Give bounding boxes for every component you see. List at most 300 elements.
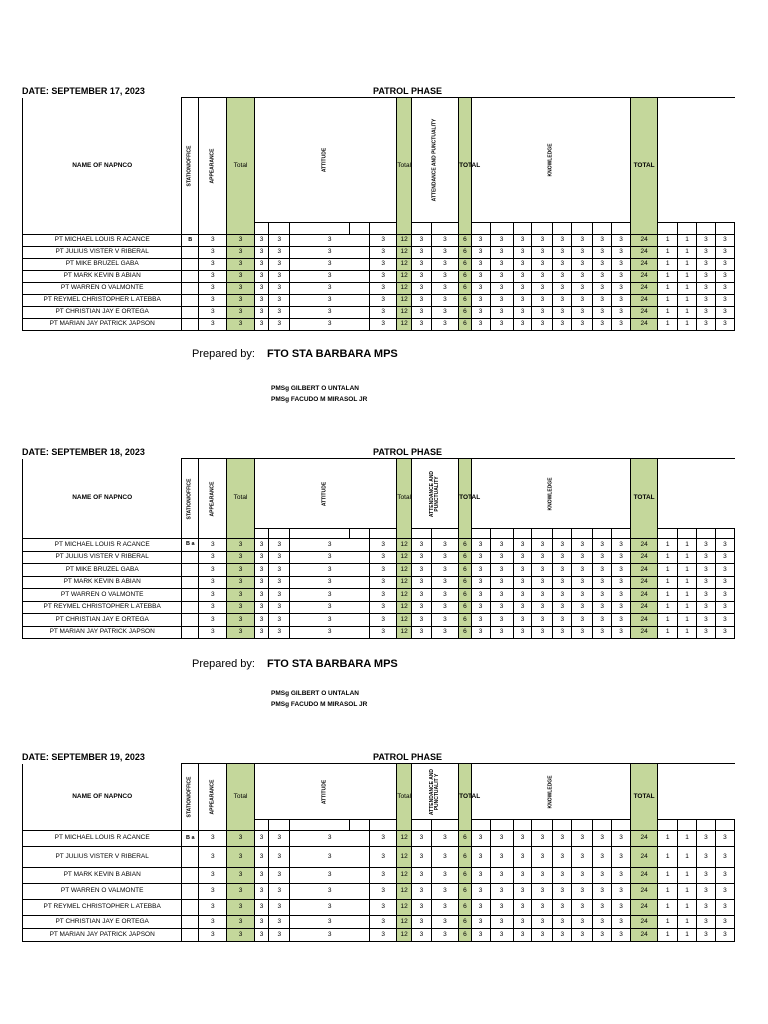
extra-score: 3 [715, 307, 734, 319]
knowledge-score: 3 [471, 929, 490, 942]
extra-score: 1 [678, 576, 697, 589]
knowledge-score: 3 [553, 929, 572, 942]
extra-score: 1 [658, 614, 678, 627]
extra-score: 1 [678, 831, 697, 847]
knowledge-score: 3 [593, 235, 612, 247]
attitude-total: 12 [397, 916, 412, 929]
attitude-score: 3 [369, 295, 396, 307]
column-header-attendance [411, 98, 458, 223]
extra-score: 3 [697, 319, 716, 331]
knowledge-score: 3 [612, 564, 631, 577]
extra-score: 3 [697, 295, 716, 307]
knowledge-score: 3 [490, 259, 513, 271]
extra-score: 1 [678, 589, 697, 602]
subheader-cell [290, 820, 350, 831]
extra-score: 1 [658, 295, 678, 307]
extra-score: 1 [658, 247, 678, 259]
attitude-score: 3 [254, 831, 269, 847]
attitude-total: 12 [397, 564, 412, 577]
knowledge-score: 3 [490, 564, 513, 577]
appearance-total: 3 [227, 283, 254, 295]
knowledge-score: 3 [490, 576, 513, 589]
attitude-total: 12 [397, 847, 412, 868]
knowledge-score: 3 [572, 929, 593, 942]
attitude-score: 3 [369, 283, 396, 295]
knowledge-score: 3 [612, 868, 631, 884]
knowledge-score: 3 [572, 916, 593, 929]
appearance-score: 3 [199, 283, 227, 295]
attitude-total: 12 [397, 235, 412, 247]
header-row [23, 98, 735, 223]
attendance-header-text: ATTENDANCE AND PUNCTUALIT Y [428, 768, 441, 815]
extra-score: 3 [697, 283, 716, 295]
knowledge-total: 24 [630, 307, 657, 319]
extra-score: 1 [658, 601, 678, 614]
knowledge-score: 3 [471, 601, 490, 614]
knowledge-score: 3 [490, 539, 513, 552]
attitude-score: 3 [269, 614, 290, 627]
napnco-name: PT MIKE BRUZEL GABA [23, 564, 182, 577]
appearance-score: 3 [199, 247, 227, 259]
subheader-cell [290, 223, 350, 235]
attitude-score: 3 [369, 831, 396, 847]
knowledge-total: 24 [630, 319, 657, 331]
attitude-score: 3 [254, 247, 269, 259]
section-date: DATE: SEPTEMBER 18, 2023 [22, 447, 145, 457]
knowledge-score: 3 [553, 884, 572, 900]
subheader-cell [490, 820, 513, 831]
extra-score: 3 [697, 626, 716, 639]
extra-score: 1 [678, 916, 697, 929]
subheader-cell [593, 529, 612, 539]
subheader-cell [678, 223, 697, 235]
evaluation-section [22, 752, 735, 950]
extra-score: 1 [678, 929, 697, 942]
appearance-score: 3 [199, 271, 227, 283]
attitude-total: 12 [397, 295, 412, 307]
table-row [23, 929, 735, 942]
extra-score: 1 [658, 847, 678, 868]
attitude-score: 3 [369, 626, 396, 639]
attitude-score: 3 [369, 916, 396, 929]
subheader-cell [431, 223, 458, 235]
column-header-total: TOTAL [630, 98, 657, 235]
knowledge-score: 3 [490, 235, 513, 247]
knowledge-score: 3 [471, 564, 490, 577]
attitude-score: 3 [254, 283, 269, 295]
extra-score: 3 [715, 868, 734, 884]
station-cell [182, 614, 199, 627]
knowledge-score: 3 [490, 589, 513, 602]
extra-score: 3 [697, 916, 716, 929]
knowledge-score: 3 [513, 319, 532, 331]
appearance-score: 3 [199, 564, 227, 577]
napnco-name: PT CHRISTIAN JAY E ORTEGA [23, 307, 182, 319]
attitude-score: 3 [269, 259, 290, 271]
appearance-score: 3 [199, 551, 227, 564]
attendance-score: 3 [431, 271, 458, 283]
extra-score: 3 [697, 307, 716, 319]
attendance-score: 3 [411, 884, 431, 900]
knowledge-score: 3 [553, 247, 572, 259]
station-cell [182, 884, 199, 900]
attitude-score: 3 [290, 247, 370, 259]
attitude-total: 12 [397, 614, 412, 627]
knowledge-total: 24 [630, 916, 657, 929]
knowledge-total: 24 [630, 868, 657, 884]
knowledge-score: 3 [553, 868, 572, 884]
appearance-total: 3 [227, 601, 254, 614]
attendance-score: 3 [411, 929, 431, 942]
knowledge-score: 3 [612, 900, 631, 916]
table-row [23, 831, 735, 847]
section-date: DATE: SEPTEMBER 17, 2023 [22, 86, 145, 96]
station-header-text: STATION/OFFICE [186, 145, 193, 187]
attitude-total: 12 [397, 929, 412, 942]
attitude-score: 3 [290, 884, 370, 900]
extra-score: 3 [715, 295, 734, 307]
subheader-cell [593, 223, 612, 235]
knowledge-score: 3 [513, 271, 532, 283]
appearance-total: 3 [227, 247, 254, 259]
attendance-score: 3 [431, 235, 458, 247]
knowledge-score: 3 [490, 295, 513, 307]
knowledge-score: 3 [532, 235, 553, 247]
appearance-total: 3 [227, 551, 254, 564]
subheader-cell [254, 223, 269, 235]
subheader-cell [350, 820, 370, 831]
station-cell [182, 271, 199, 283]
subheader-cell [612, 223, 631, 235]
knowledge-score: 3 [593, 259, 612, 271]
attitude-total: 12 [397, 626, 412, 639]
napnco-name: PT WARREN O VALMONTE [23, 884, 182, 900]
attendance-total: 6 [459, 916, 472, 929]
attendance-total: 6 [459, 900, 472, 916]
napnco-name: PT WARREN O VALMONTE [23, 589, 182, 602]
knowledge-score: 3 [471, 259, 490, 271]
knowledge-score: 3 [593, 551, 612, 564]
attendance-score: 3 [431, 831, 458, 847]
extra-score: 1 [678, 614, 697, 627]
table-row [23, 283, 735, 295]
knowledge-score: 3 [553, 626, 572, 639]
knowledge-score: 3 [490, 247, 513, 259]
appearance-score: 3 [199, 831, 227, 847]
knowledge-score: 3 [593, 247, 612, 259]
subheader-cell [553, 820, 572, 831]
extra-score: 1 [678, 884, 697, 900]
knowledge-score: 3 [572, 900, 593, 916]
attitude-total: 12 [397, 271, 412, 283]
knowledge-score: 3 [490, 551, 513, 564]
knowledge-score: 3 [532, 626, 553, 639]
appearance-total: 3 [227, 259, 254, 271]
signatory-2: PMSg FACUDO M MIRASOL JR [271, 701, 368, 708]
attendance-score: 3 [411, 916, 431, 929]
knowledge-score: 3 [490, 847, 513, 868]
napnco-name: PT MARIAN JAY PATRICK JAPSON [23, 626, 182, 639]
knowledge-score: 3 [553, 601, 572, 614]
knowledge-score: 3 [593, 614, 612, 627]
appearance-total: 3 [227, 589, 254, 602]
column-header-blank [658, 764, 735, 820]
extra-score: 1 [658, 564, 678, 577]
attendance-score: 3 [411, 831, 431, 847]
appearance-total: 3 [227, 271, 254, 283]
appearance-score: 3 [199, 601, 227, 614]
knowledge-total: 24 [630, 283, 657, 295]
attendance-score: 3 [411, 539, 431, 552]
column-header-blank [658, 459, 735, 529]
napnco-name: PT WARREN O VALMONTE [23, 283, 182, 295]
subheader-cell [411, 529, 431, 539]
knowledge-total: 24 [630, 259, 657, 271]
extra-score: 3 [715, 589, 734, 602]
attitude-score: 3 [290, 576, 370, 589]
station-cell [182, 576, 199, 589]
attitude-score: 3 [269, 319, 290, 331]
attitude-score: 3 [269, 564, 290, 577]
prepared-by [192, 348, 398, 360]
subheader-cell [431, 820, 458, 831]
knowledge-score: 3 [513, 589, 532, 602]
knowledge-score: 3 [593, 295, 612, 307]
attendance-score: 3 [431, 307, 458, 319]
attitude-score: 3 [254, 295, 269, 307]
knowledge-score: 3 [513, 916, 532, 929]
knowledge-header-text: KNOWLEDGE [547, 774, 554, 809]
knowledge-score: 3 [532, 551, 553, 564]
extra-score: 3 [715, 564, 734, 577]
knowledge-score: 3 [553, 271, 572, 283]
appearance-score: 3 [199, 295, 227, 307]
extra-score: 3 [697, 847, 716, 868]
attitude-score: 3 [269, 884, 290, 900]
knowledge-score: 3 [612, 247, 631, 259]
knowledge-score: 3 [471, 319, 490, 331]
station-cell [182, 900, 199, 916]
knowledge-score: 3 [572, 551, 593, 564]
subheader-cell [553, 223, 572, 235]
attendance-score: 3 [431, 259, 458, 271]
attitude-score: 3 [290, 601, 370, 614]
attendance-score: 3 [431, 900, 458, 916]
knowledge-score: 3 [471, 539, 490, 552]
knowledge-header-text: KNOWLEDGE [547, 476, 554, 511]
knowledge-score: 3 [553, 307, 572, 319]
attitude-score: 3 [254, 551, 269, 564]
knowledge-score: 3 [612, 319, 631, 331]
header-row [23, 764, 735, 820]
knowledge-score: 3 [532, 831, 553, 847]
subheader-cell [715, 820, 734, 831]
prepared-by [192, 658, 398, 670]
attitude-total: 12 [397, 307, 412, 319]
knowledge-score: 3 [490, 626, 513, 639]
attitude-total: 12 [397, 551, 412, 564]
subheader-cell [254, 529, 269, 539]
station-cell [182, 626, 199, 639]
knowledge-score: 3 [490, 271, 513, 283]
signatories [271, 383, 367, 405]
subheader-cell [513, 820, 532, 831]
column-header-total: Total [397, 764, 412, 831]
extra-score: 3 [715, 847, 734, 868]
knowledge-score: 3 [553, 259, 572, 271]
knowledge-score: 3 [490, 614, 513, 627]
knowledge-total: 24 [630, 601, 657, 614]
extra-score: 3 [697, 576, 716, 589]
knowledge-score: 3 [490, 884, 513, 900]
extra-score: 3 [697, 564, 716, 577]
appearance-total: 3 [227, 564, 254, 577]
extra-score: 3 [697, 589, 716, 602]
attitude-score: 3 [269, 539, 290, 552]
station-cell [182, 916, 199, 929]
extra-score: 3 [697, 884, 716, 900]
attendance-total: 6 [459, 271, 472, 283]
attendance-score: 3 [431, 614, 458, 627]
subheader-cell [697, 223, 716, 235]
knowledge-score: 3 [553, 576, 572, 589]
attendance-total: 6 [459, 884, 472, 900]
napnco-name: PT JULIUS VISTER V RIBERAL [23, 551, 182, 564]
attendance-total: 6 [459, 847, 472, 868]
knowledge-score: 3 [612, 626, 631, 639]
attendance-score: 3 [431, 884, 458, 900]
attitude-total: 12 [397, 259, 412, 271]
attitude-score: 3 [254, 307, 269, 319]
knowledge-score: 3 [572, 247, 593, 259]
attitude-score: 3 [290, 589, 370, 602]
attendance-score: 3 [431, 283, 458, 295]
subheader-cell [532, 223, 553, 235]
napnco-name: PT MICHAEL LOUIS R ACANCE [23, 831, 182, 847]
extra-score: 3 [715, 551, 734, 564]
column-header-total: TOTAL [630, 459, 657, 539]
extra-score: 3 [697, 614, 716, 627]
extra-score: 3 [715, 900, 734, 916]
section-phase: PATROL PHASE [373, 447, 443, 457]
knowledge-score: 3 [553, 319, 572, 331]
column-header-attitude [254, 764, 397, 820]
appearance-total: 3 [227, 831, 254, 847]
attitude-score: 3 [369, 576, 396, 589]
column-header-blank [658, 98, 735, 223]
subheader-cell [658, 820, 678, 831]
subheader-cell [553, 529, 572, 539]
knowledge-score: 3 [532, 929, 553, 942]
attendance-score: 3 [411, 551, 431, 564]
extra-score: 1 [678, 601, 697, 614]
knowledge-score: 3 [572, 576, 593, 589]
attitude-score: 3 [254, 884, 269, 900]
station-cell [182, 589, 199, 602]
attitude-score: 3 [369, 307, 396, 319]
knowledge-score: 3 [532, 564, 553, 577]
subheader-cell [369, 820, 396, 831]
knowledge-score: 3 [471, 900, 490, 916]
table-row [23, 259, 735, 271]
column-header-attendance [411, 459, 458, 529]
column-header-total: Total [227, 98, 254, 235]
knowledge-score: 3 [471, 626, 490, 639]
attendance-score: 3 [411, 589, 431, 602]
extra-score: 1 [658, 929, 678, 942]
knowledge-score: 3 [572, 564, 593, 577]
attitude-score: 3 [269, 601, 290, 614]
attendance-total: 6 [459, 576, 472, 589]
station-cell [182, 247, 199, 259]
extra-score: 3 [715, 576, 734, 589]
attendance-total: 6 [459, 831, 472, 847]
subheader-cell [572, 223, 593, 235]
attitude-score: 3 [269, 847, 290, 868]
scores-table [22, 458, 735, 639]
knowledge-score: 3 [532, 601, 553, 614]
attitude-score: 3 [254, 271, 269, 283]
column-header-total: Total [397, 98, 412, 235]
knowledge-score: 3 [513, 900, 532, 916]
attendance-total: 6 [459, 235, 472, 247]
attitude-header-text: ATTITUDE [321, 147, 328, 173]
knowledge-score: 3 [513, 551, 532, 564]
attitude-score: 3 [290, 916, 370, 929]
extra-score: 1 [658, 319, 678, 331]
table-row [23, 601, 735, 614]
column-header-attendance [411, 764, 458, 820]
knowledge-score: 3 [490, 868, 513, 884]
column-header-total: TOTAL [459, 459, 472, 539]
column-header-knowledge [471, 459, 630, 529]
attitude-score: 3 [290, 259, 370, 271]
knowledge-score: 3 [490, 601, 513, 614]
appearance-score: 3 [199, 900, 227, 916]
appearance-score: 3 [199, 539, 227, 552]
knowledge-score: 3 [532, 589, 553, 602]
knowledge-score: 3 [553, 831, 572, 847]
subheader-cell [532, 529, 553, 539]
attendance-header-text: ATTENDANCE AND PUNCTUALITY [431, 118, 438, 202]
attitude-score: 3 [290, 929, 370, 942]
attitude-score: 3 [369, 247, 396, 259]
attendance-score: 3 [411, 601, 431, 614]
attitude-score: 3 [290, 847, 370, 868]
attendance-score: 3 [431, 916, 458, 929]
knowledge-score: 3 [513, 259, 532, 271]
knowledge-score: 3 [572, 319, 593, 331]
subheader-cell [431, 529, 458, 539]
column-header-appearance [199, 98, 227, 235]
knowledge-score: 3 [532, 614, 553, 627]
attitude-score: 3 [290, 900, 370, 916]
napnco-name: PT REYMEL CHRISTOPHER L ATEBBA [23, 900, 182, 916]
attitude-score: 3 [369, 847, 396, 868]
extra-score: 1 [678, 551, 697, 564]
knowledge-score: 3 [593, 589, 612, 602]
column-header-station [182, 98, 199, 235]
napnco-name: PT MICHAEL LOUIS R ACANCE [23, 235, 182, 247]
attendance-score: 3 [431, 626, 458, 639]
attitude-score: 3 [269, 283, 290, 295]
attendance-score: 3 [411, 626, 431, 639]
knowledge-score: 3 [572, 589, 593, 602]
knowledge-total: 24 [630, 614, 657, 627]
extra-score: 1 [678, 271, 697, 283]
attitude-score: 3 [269, 626, 290, 639]
knowledge-score: 3 [612, 614, 631, 627]
